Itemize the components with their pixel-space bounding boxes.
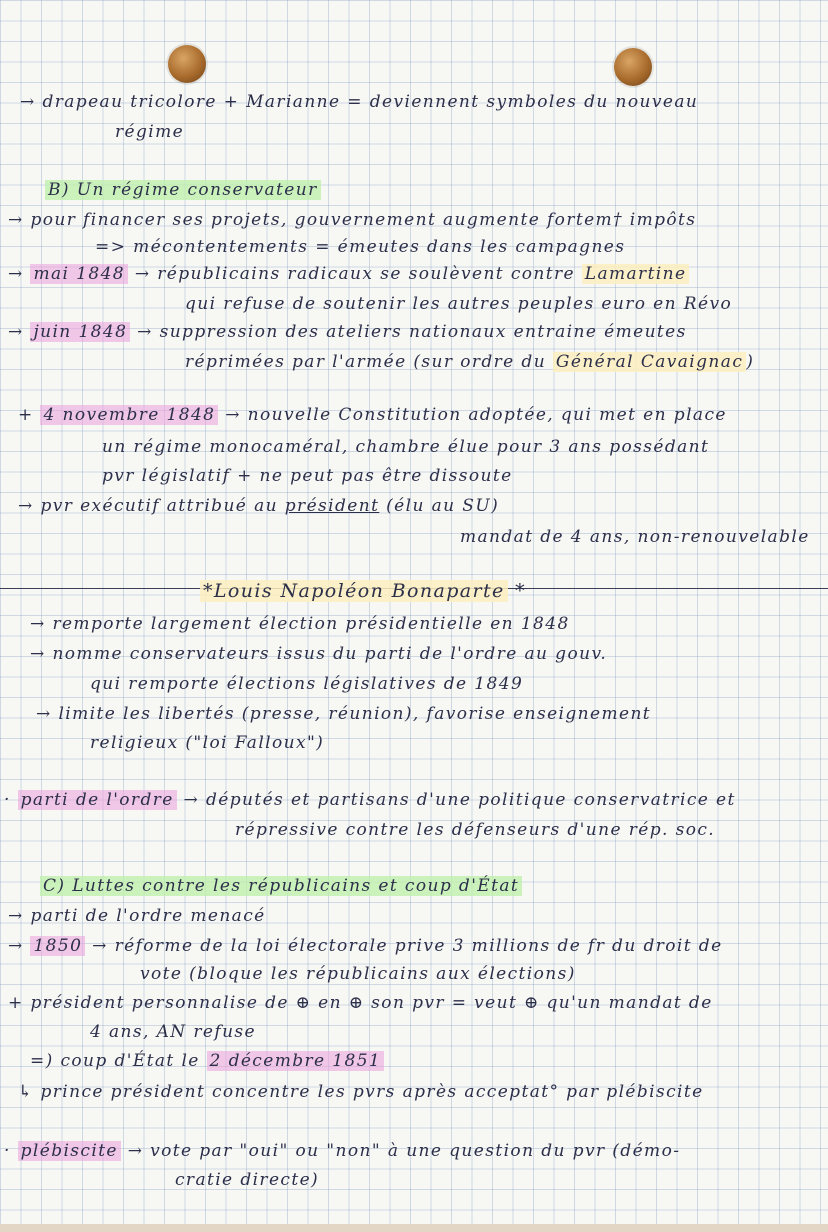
- note-line: religieux ("loi Falloux"): [90, 733, 325, 753]
- note-text: → réforme de la loi électorale prive 3 millions de fr du droit de: [85, 936, 723, 956]
- note-line: régime: [115, 122, 185, 142]
- note-line: → remporte largement élection présidentielle en 1848: [30, 614, 570, 634]
- note-line: → parti de l'ordre menacé: [8, 906, 266, 926]
- note-line: => mécontentements = émeutes dans les campagnes: [95, 237, 626, 257]
- date-highlight: 4 novembre 1848: [40, 405, 218, 425]
- note-line: vote (bloque les républicains aux élections): [140, 964, 576, 984]
- page-bottom-edge: [0, 1224, 828, 1232]
- date-highlight: 2 décembre 1851: [207, 1051, 385, 1071]
- note-line: → nomme conservateurs issus du parti de l'ordre au gouv.: [30, 644, 608, 664]
- note-line: qui remporte élections législatives de 1849: [90, 674, 524, 694]
- arrow-glyph: →: [8, 264, 31, 284]
- plus-glyph: +: [18, 405, 41, 425]
- note-text: (élu au SU): [379, 496, 500, 516]
- note-line: [4, 1141, 680, 1161]
- note-line: → pour financer ses projets, gouvernement augmente fortem† impôts: [8, 210, 697, 230]
- term-highlight: parti de l'ordre: [18, 790, 177, 810]
- bullet-glyph: ·: [4, 1141, 18, 1161]
- heading-highlight: C) Luttes contre les républicains et coup d'État: [40, 876, 522, 896]
- note-text: → suppression des ateliers nationaux entraine émeutes: [130, 322, 687, 342]
- note-text: → nouvelle Constitution adoptée, qui met en place: [218, 405, 727, 425]
- bullet-glyph: ·: [4, 790, 18, 810]
- note-line: répressive contre les défenseurs d'une rép. soc.: [235, 820, 716, 840]
- note-line: ↳ prince président concentre les pvrs après acceptat° par plébiscite: [18, 1082, 704, 1102]
- note-text: → pvr exécutif attribué au: [18, 496, 285, 516]
- note-line: 4 ans, AN refuse: [90, 1022, 257, 1042]
- note-line: → limite les libertés (presse, réunion), favorise enseignement: [36, 704, 652, 724]
- note-text: → députés et partisans d'une politique conservatrice et: [176, 790, 736, 810]
- note-line: [8, 264, 689, 284]
- note-line: [4, 790, 736, 810]
- binder-hole-left: [168, 45, 206, 83]
- note-text: ): [746, 352, 755, 372]
- name-highlight: *Louis Napoléon Bonaparte: [200, 580, 508, 602]
- note-line: qui refuse de soutenir les autres peuples euro en Révo: [185, 294, 733, 314]
- binder-hole-right: [614, 48, 652, 86]
- note-text: → républicains radicaux se soulèvent contre: [128, 264, 582, 284]
- star-glyph: *: [507, 580, 527, 602]
- name-highlight: Lamartine: [582, 264, 690, 284]
- note-line: → drapeau tricolore + Marianne = deviennent symboles du nouveau: [20, 92, 699, 112]
- note-text: réprimées par l'armée (sur ordre du: [185, 352, 553, 372]
- note-line: un régime monocaméral, chambre élue pour 3 ans possédant: [102, 437, 710, 457]
- name-highlight: Général Cavaignac: [553, 352, 746, 372]
- note-line: [8, 322, 687, 342]
- note-line: pvr législatif + ne peut pas être dissoute: [102, 466, 513, 486]
- note-text: =) coup d'État le: [30, 1051, 207, 1071]
- note-line: + président personnalise de ⊕ en ⊕ son pvr = veut ⊕ qu'un mandat de: [8, 993, 713, 1013]
- note-text: → vote par "oui" ou "non" à une question du pvr (démo-: [120, 1141, 681, 1161]
- heading-highlight: B) Un régime conservateur: [45, 180, 321, 200]
- underlined-term: président: [284, 496, 380, 516]
- note-line: mandat de 4 ans, non-renouvelable: [460, 527, 810, 547]
- note-line: [18, 496, 499, 516]
- arrow-glyph: →: [8, 936, 31, 956]
- section-heading-c: [40, 876, 522, 896]
- note-line: [18, 405, 727, 425]
- subheading-louis-napoleon: [200, 580, 526, 602]
- term-highlight: plébiscite: [18, 1141, 121, 1161]
- note-line: cratie directe): [175, 1170, 320, 1190]
- note-line: [8, 936, 723, 956]
- date-highlight: 1850: [30, 936, 85, 956]
- note-line: [185, 352, 754, 372]
- section-heading-b: [45, 180, 321, 200]
- note-line: [30, 1051, 384, 1071]
- date-highlight: mai 1848: [30, 264, 128, 284]
- date-highlight: juin 1848: [30, 322, 130, 342]
- arrow-glyph: →: [8, 322, 31, 342]
